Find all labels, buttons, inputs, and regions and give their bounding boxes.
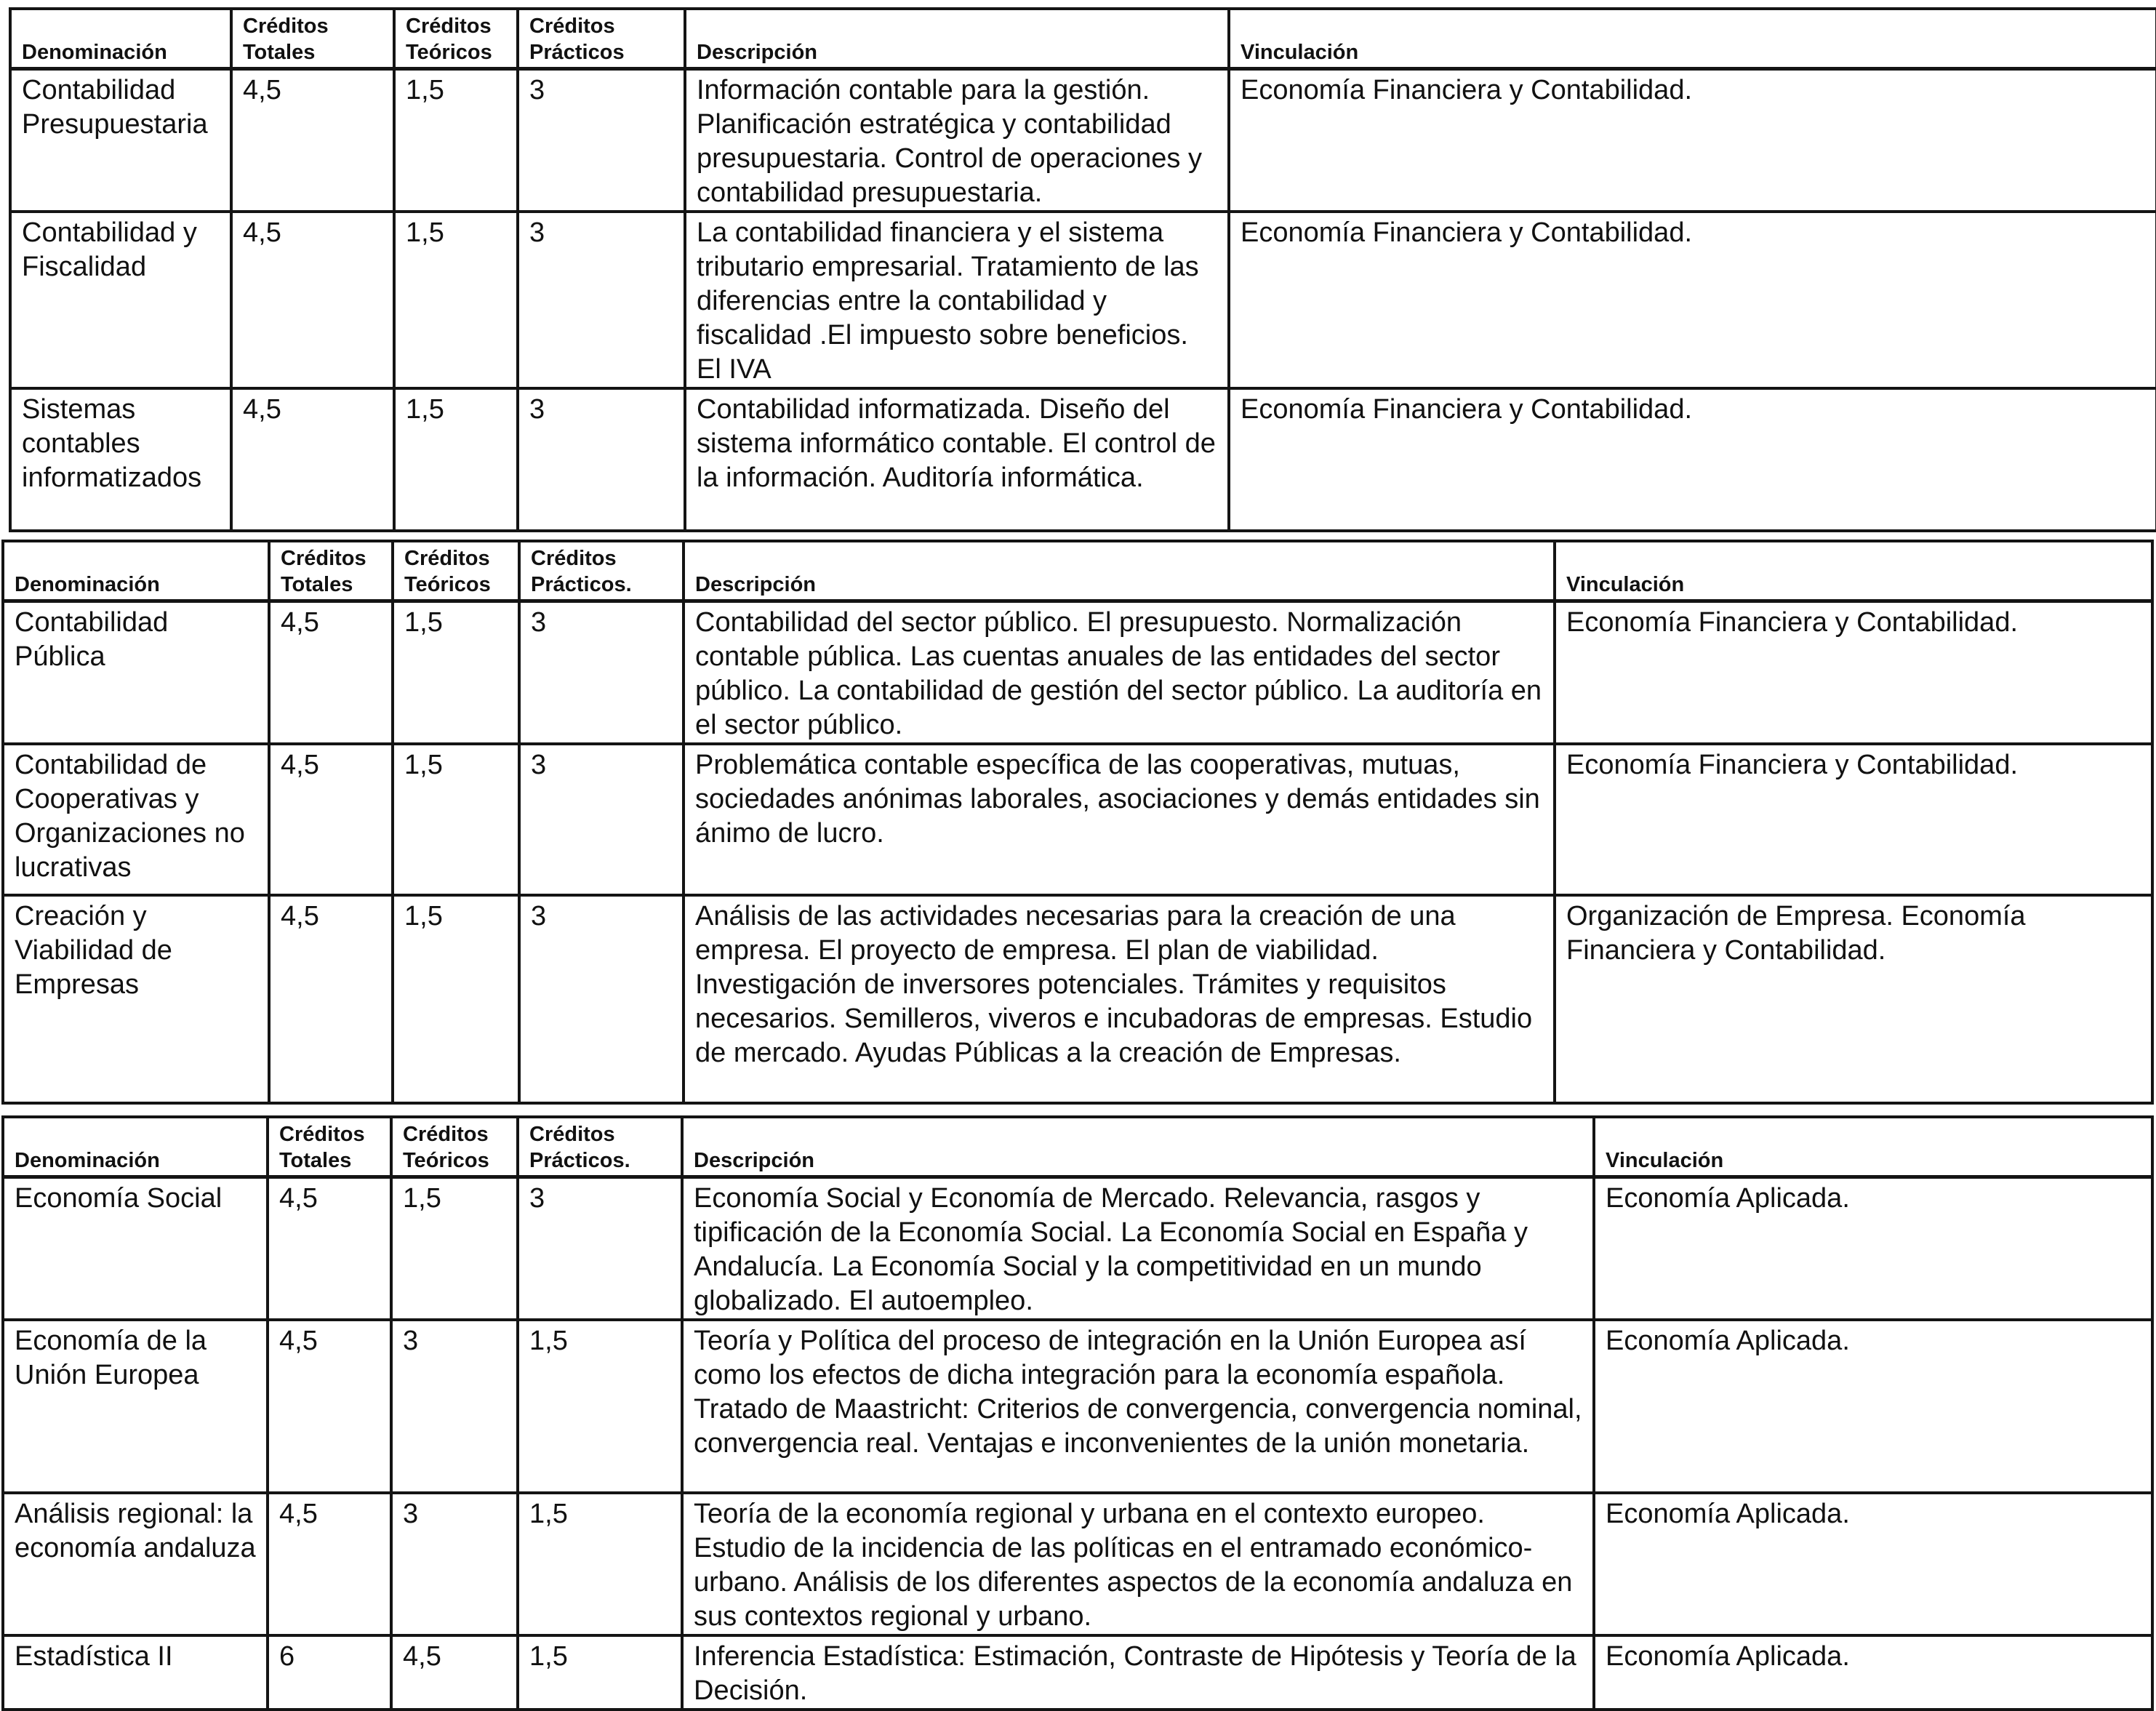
cell-descripcion: Teoría y Política del proceso de integración en la Unión Europea así como los efectos de dicha integración para la economía española. Tratado de Maastricht: Criterios de convergencia, convergencia nominal, convergencia real. Ventajas e inconvenientes de la unión monetaria. [682,1320,1594,1493]
header-denominacion: Denominación [10,9,231,69]
cell-creditos-totales: 4,5 [268,1493,391,1635]
cell-vinculacion: Economía Aplicada. [1594,1320,2152,1493]
header-vinculacion: Vinculación [1229,9,2156,69]
header-creditos-practicos: Créditos Prácticos [518,9,685,69]
cell-creditos-totales: 4,5 [268,1320,391,1493]
cell-vinculacion: Economía Financiera y Contabilidad. [1229,212,2156,388]
table-row [3,1493,2152,1635]
cell-creditos-teoricos: 1,5 [394,212,518,388]
cell-creditos-teoricos: 1,5 [393,895,519,1103]
header-creditos-totales: Créditos Totales [231,9,394,69]
cell-descripcion: Teoría de la economía regional y urbana en el contexto europeo. Estudio de la incidencia de las políticas en el entramado económico-urbano. Análisis de los diferentes aspectos de la economía andaluza en sus contextos regional y urbano. [682,1493,1594,1635]
cell-denominacion: Contabilidad Pública [3,601,269,745]
cell-vinculacion: Economía Aplicada. [1594,1177,2152,1321]
cell-creditos-practicos: 1,5 [518,1320,682,1493]
cell-creditos-teoricos: 1,5 [394,69,518,212]
cell-vinculacion: Organización de Empresa. Economía Financiera y Contabilidad. [1555,895,2152,1103]
table-row [10,69,2156,212]
header-row [3,1117,2152,1177]
cell-creditos-practicos: 3 [518,388,685,531]
cell-creditos-teoricos: 3 [391,1493,518,1635]
cell-creditos-totales: 4,5 [269,601,393,745]
table-row [3,744,2152,895]
cell-vinculacion: Economía Aplicada. [1594,1635,2152,1710]
table-row [3,1320,2152,1493]
header-row [3,541,2152,601]
cell-descripcion: Análisis de las actividades necesarias para la creación de una empresa. El proyecto de empresa. El plan de viabilidad. Investigación de inversores potenciales. Trámites y requisitos necesarios. Semilleros, viveros e incubadoras de empresas. Estudio de mercado. Ayudas Públicas a la creación de Empresas. [684,895,1555,1103]
header-denominacion: Denominación [3,1117,268,1177]
cell-creditos-practicos: 1,5 [518,1635,682,1710]
table-row [10,388,2156,531]
cell-denominacion: Contabilidad y Fiscalidad [10,212,231,388]
header-creditos-practicos: Créditos Prácticos. [519,541,684,601]
cell-creditos-teoricos: 1,5 [394,388,518,531]
header-creditos-teoricos: Créditos Teóricos [393,541,519,601]
header-vinculacion: Vinculación [1555,541,2152,601]
cell-creditos-totales: 4,5 [268,1177,391,1321]
cell-descripcion: Problemática contable específica de las cooperativas, mutuas, sociedades anónimas laborales, asociaciones y demás entidades sin ánimo de lucro. [684,744,1555,895]
cell-creditos-practicos: 3 [519,744,684,895]
cell-denominacion: Economía de la Unión Europea [3,1320,268,1493]
cell-descripcion: Contabilidad del sector público. El presupuesto. Normalización contable pública. Las cuentas anuales de las entidades del sector público. La contabilidad de gestión del sector público. La auditoría en el sector público. [684,601,1555,745]
header-creditos-teoricos: Créditos Teóricos [394,9,518,69]
cell-descripcion: La contabilidad financiera y el sistema tributario empresarial. Tratamiento de las diferencias entre la contabilidad y fiscalidad .El impuesto sobre beneficios. El IVA [685,212,1229,388]
cell-denominacion: Economía Social [3,1177,268,1321]
cell-creditos-practicos: 3 [518,69,685,212]
cell-creditos-teoricos: 1,5 [391,1177,518,1321]
cell-vinculacion: Economía Financiera y Contabilidad. [1555,744,2152,895]
cell-vinculacion: Economía Aplicada. [1594,1493,2152,1635]
cell-creditos-practicos: 1,5 [518,1493,682,1635]
cell-creditos-totales: 4,5 [231,388,394,531]
cell-denominacion: Contabilidad de Cooperativas y Organizaciones no lucrativas [3,744,269,895]
table-row [3,1177,2152,1321]
course-table-3 [1,1115,2154,1711]
cell-creditos-totales: 4,5 [231,212,394,388]
cell-creditos-practicos: 3 [519,895,684,1103]
course-table-2 [1,540,2154,1105]
cell-creditos-totales: 6 [268,1635,391,1710]
cell-creditos-teoricos: 4,5 [391,1635,518,1710]
cell-denominacion: Creación y Viabilidad de Empresas [3,895,269,1103]
cell-creditos-totales: 4,5 [269,744,393,895]
table-row [3,601,2152,745]
cell-creditos-teoricos: 1,5 [393,744,519,895]
header-creditos-teoricos: Créditos Teóricos [391,1117,518,1177]
header-descripcion: Descripción [685,9,1229,69]
cell-vinculacion: Economía Financiera y Contabilidad. [1229,388,2156,531]
header-creditos-practicos: Créditos Prácticos. [518,1117,682,1177]
cell-creditos-teoricos: 3 [391,1320,518,1493]
header-vinculacion: Vinculación [1594,1117,2152,1177]
cell-vinculacion: Economía Financiera y Contabilidad. [1229,69,2156,212]
cell-denominacion: Estadística II [3,1635,268,1710]
course-table-1 [9,7,2156,532]
table-row [3,1635,2152,1710]
cell-descripcion: Información contable para la gestión. Planificación estratégica y contabilidad presupuestaria. Control de operaciones y contabilidad presupuestaria. [685,69,1229,212]
cell-vinculacion: Economía Financiera y Contabilidad. [1555,601,2152,745]
cell-denominacion: Sistemas contables informatizados [10,388,231,531]
table-row [3,895,2152,1103]
cell-descripcion: Inferencia Estadística: Estimación, Contraste de Hipótesis y Teoría de la Decisión. [682,1635,1594,1710]
cell-creditos-practicos: 3 [518,212,685,388]
cell-creditos-totales: 4,5 [269,895,393,1103]
header-descripcion: Descripción [684,541,1555,601]
cell-descripcion: Contabilidad informatizada. Diseño del sistema informático contable. El control de la información. Auditoría informática. [685,388,1229,531]
cell-denominacion: Análisis regional: la economía andaluza [3,1493,268,1635]
header-descripcion: Descripción [682,1117,1594,1177]
table-row [10,212,2156,388]
cell-denominacion: Contabilidad Presupuestaria [10,69,231,212]
cell-descripcion: Economía Social y Economía de Mercado. Relevancia, rasgos y tipificación de la Economía Social. La Economía Social en España y Andalucía. La Economía Social y la competitividad en un mundo globalizado. El autoempleo. [682,1177,1594,1321]
cell-creditos-totales: 4,5 [231,69,394,212]
cell-creditos-practicos: 3 [518,1177,682,1321]
cell-creditos-teoricos: 1,5 [393,601,519,745]
header-row [10,9,2156,69]
header-creditos-totales: Créditos Totales [268,1117,391,1177]
header-creditos-totales: Créditos Totales [269,541,393,601]
cell-creditos-practicos: 3 [519,601,684,745]
header-denominacion: Denominación [3,541,269,601]
